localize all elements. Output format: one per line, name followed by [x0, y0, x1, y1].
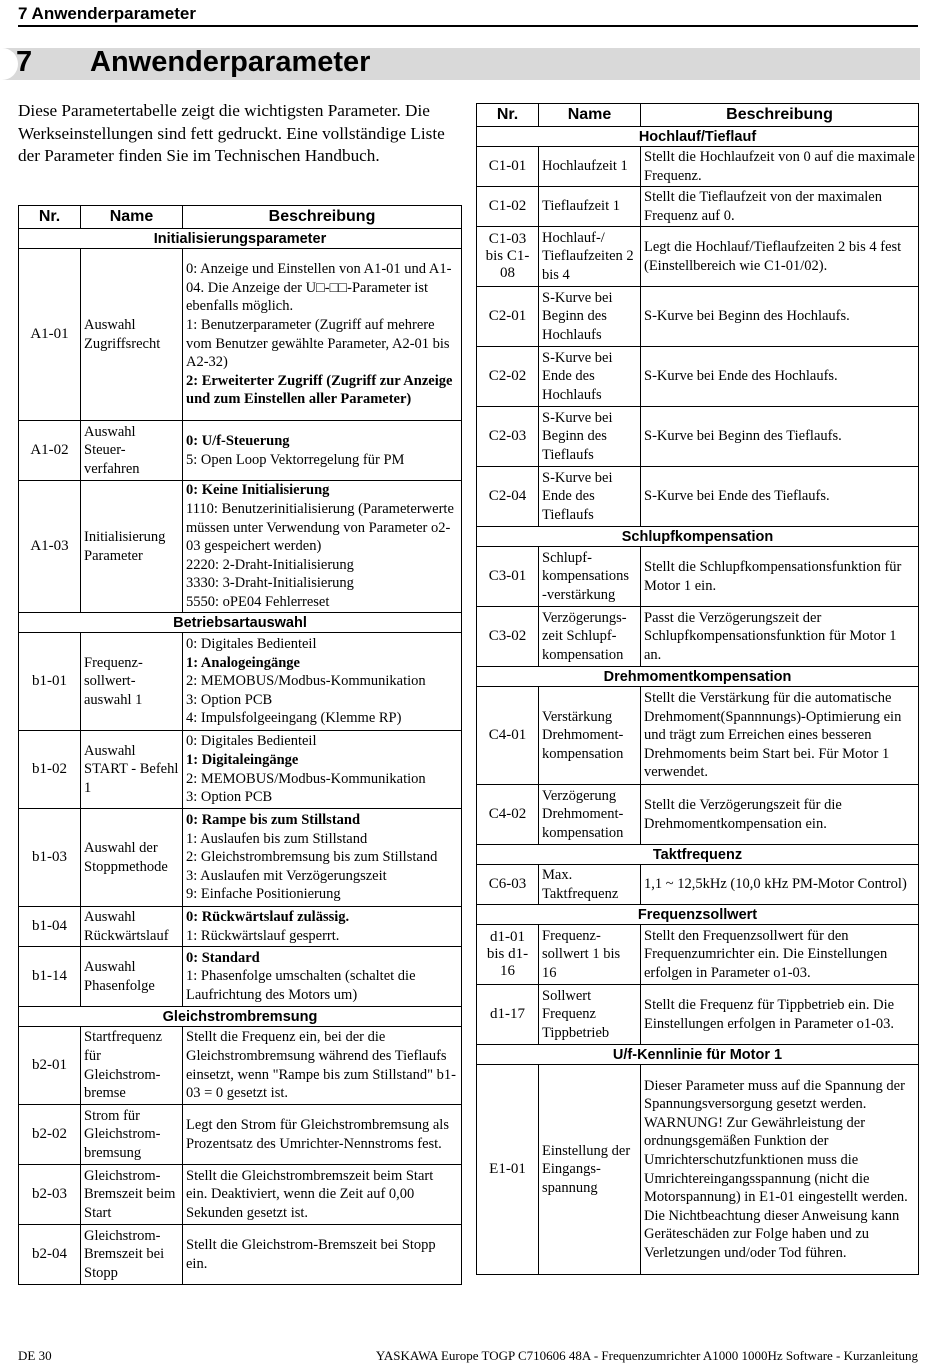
parameter-description: [641, 287, 919, 347]
section-row: [19, 613, 462, 633]
parameter-name: Hochlaufzeit 1: [539, 147, 641, 187]
table-row: [19, 1105, 462, 1165]
table-row: [477, 407, 919, 467]
table-body-right: [477, 127, 919, 1275]
parameter-description: [641, 547, 919, 607]
parameter-table-left: [18, 205, 462, 1285]
parameter-description: [641, 985, 919, 1045]
description-line: S-Kurve bei Beginn des Tieflaufs.: [644, 428, 842, 445]
description-line: Stellt die Hochlaufzeit von 0 auf die maximale Frequenz.: [644, 148, 915, 184]
header-rule: [18, 25, 918, 27]
parameter-number: A1-03: [19, 481, 81, 613]
parameter-number: b1-01: [19, 633, 81, 731]
column-header-name: Name: [539, 104, 641, 127]
parameter-number: A1-01: [19, 249, 81, 421]
section-title: Initialisierungsparameter: [19, 229, 462, 249]
parameter-number: C2-02: [477, 347, 539, 407]
description-line: 1: Digitaleingänge: [186, 751, 299, 768]
section-title: Taktfrequenz: [477, 845, 919, 865]
parameter-name: Auswahl Phasenfolge: [81, 947, 183, 1007]
parameter-number: b2-01: [19, 1027, 81, 1105]
description-line: Stellt die Frequenz für Tippbetrieb ein. Die Einstellungen erfolgen in Parameter o1-03.: [644, 996, 895, 1032]
parameter-name: S-Kurve bei Ende des Tieflaufs: [539, 467, 641, 527]
parameter-description: [183, 633, 462, 731]
description-line: 2220: 2-Draht-Initialisierung: [186, 556, 354, 573]
table-row: [477, 985, 919, 1045]
parameter-description: [641, 467, 919, 527]
parameter-number: d1-17: [477, 985, 539, 1045]
parameter-name: Tieflaufzeit 1: [539, 187, 641, 227]
parameter-description: [183, 481, 462, 613]
description-line: 3: Option PCB: [186, 789, 273, 806]
parameter-number: E1-01: [477, 1065, 539, 1275]
description-line: 1: Rückwärtslauf gesperrt.: [186, 927, 340, 944]
column-header-description: Beschreibung: [641, 104, 919, 127]
table-row: [19, 633, 462, 731]
parameter-description: [641, 407, 919, 467]
description-line: 2: Erweiterter Zugriff (Zugriff zur Anzeige und zum Einstellen aller Parameter): [186, 372, 453, 408]
description-line: 5: Open Loop Vektorregelung für PM: [186, 451, 405, 468]
table-row: [477, 1065, 919, 1275]
parameter-name: Startfrequenz für Gleichstrom-bremse: [81, 1027, 183, 1105]
column-header-nr: Nr.: [19, 206, 81, 229]
parameter-name: Auswahl START - Befehl 1: [81, 731, 183, 809]
table-row: [19, 1027, 462, 1105]
parameter-description: [641, 925, 919, 985]
description-line: Stellt die Gleichstrombremszeit beim Start ein. Deaktiviert, wenn die Zeit auf 0,00 Sekunden gesetzt ist.: [186, 1167, 434, 1221]
description-line: Legt den Strom für Gleichstrombremsung als Prozentsatz des Umrichter-Nennstroms fest.: [186, 1116, 449, 1152]
parameter-number: b1-02: [19, 731, 81, 809]
table-row: [19, 481, 462, 613]
description-line: Dieser Parameter muss auf die Spannung der Spannungsversorgung gesetzt werden. WARNUNG! Zur Gewährleistung der ordnungsgemäßen Funktion der Umrichterschutzfunktionen muss die Umrichtereingangsspannung (nicht die Motorspannung) in E1-01 eingestellt werden. Die Nichtbeachtung dieser Anweisung kann Geräteschäden zur Folge haben und zu Verletzungen und/oder Tod führen.: [644, 1077, 908, 1261]
description-line: Legt die Hochlauf/Tieflaufzeiten 2 bis 4 fest (Einstellbereich wie C1-01/02).: [644, 238, 902, 274]
table-row: [19, 907, 462, 947]
parameter-name: Max. Taktfrequenz: [539, 865, 641, 905]
parameter-name: S-Kurve bei Ende des Hochlaufs: [539, 347, 641, 407]
parameter-number: C4-02: [477, 785, 539, 845]
parameter-name: Verzögerung Drehmoment-kompensation: [539, 785, 641, 845]
description-line: 0: Standard: [186, 949, 260, 966]
section-row: [477, 845, 919, 865]
description-line: 0: Rampe bis zum Stillstand: [186, 812, 361, 829]
column-header-nr: Nr.: [477, 104, 539, 127]
description-line: 4: Impulsfolgeeingang (Klemme RP): [186, 710, 402, 727]
section-title: Schlupfkompensation: [477, 527, 919, 547]
table-row: [477, 925, 919, 985]
parameter-number: C2-03: [477, 407, 539, 467]
parameter-name: Verzögerungs-zeit Schlupf-kompensation: [539, 607, 641, 667]
description-line: Stellt die Tieflaufzeit von der maximalen Frequenz auf 0.: [644, 188, 882, 224]
parameter-description: [641, 687, 919, 785]
parameter-name: Auswahl Rückwärtslauf: [81, 907, 183, 947]
table-header-row: [19, 206, 462, 229]
description-line: Passt die Verzögerungszeit der Schlupfkompensationsfunktion für Motor 1 an.: [644, 609, 897, 663]
section-row: [477, 1045, 919, 1065]
table-row: [477, 687, 919, 785]
description-line: 0: Rückwärtslauf zulässig.: [186, 908, 350, 925]
description-line: 0: Digitales Bedienteil: [186, 636, 317, 653]
parameter-number: C4-01: [477, 687, 539, 785]
intro-paragraph: Diese Parametertabelle zeigt die wichtigsten Parameter. Die Werkseinstellungen sind fett gedruckt. Eine vollständige Liste der Parameter finden Sie im Technischen Handbuch.: [18, 101, 445, 165]
parameter-number: C3-01: [477, 547, 539, 607]
parameter-description: [183, 1105, 462, 1165]
parameter-description: [641, 187, 919, 227]
parameter-number: C2-01: [477, 287, 539, 347]
parameter-name: Strom für Gleichstrom-bremsung: [81, 1105, 183, 1165]
parameter-description: [641, 147, 919, 187]
parameter-description: [183, 1027, 462, 1105]
description-line: 0: Digitales Bedienteil: [186, 733, 317, 750]
description-line: Stellt die Verzögerungszeit für die Drehmomentkompensation ein.: [644, 796, 842, 832]
table-header-row: [477, 104, 919, 127]
document-reference: YASKAWA Europe TOGP C710606 48A - Frequenzumrichter A1000 1000Hz Software - Kurzanleitung: [375, 1348, 918, 1363]
table-row: [19, 421, 462, 481]
description-line: 2: Gleichstrombremsung bis zum Stillstand: [186, 849, 438, 866]
parameter-name: S-Kurve bei Beginn des Tieflaufs: [539, 407, 641, 467]
parameter-name: Sollwert Frequenz Tippbetrieb: [539, 985, 641, 1045]
description-line: 0: Keine Initialisierung: [186, 482, 330, 499]
table-row: [477, 227, 919, 287]
table-row: [19, 1225, 462, 1285]
parameter-description: [183, 947, 462, 1007]
parameter-number: C1-01: [477, 147, 539, 187]
parameter-description: [641, 785, 919, 845]
description-line: 1110: Benutzerinitialisierung (Parameterwerte müssen unter Verwendung von Parameter o2-03 gespeichert werden): [186, 501, 454, 555]
description-line: Stellt die Verstärkung für die automatische Drehmoment(Spannnungs)-Optimierung ein und trägt zum Erreichen eines besseren Drehmoments beim Start bei. Für Motor 1 verwendet.: [644, 690, 902, 781]
table-row: [477, 865, 919, 905]
parameter-description: [183, 907, 462, 947]
table-row: [477, 187, 919, 227]
parameter-number: b1-14: [19, 947, 81, 1007]
section-title: Frequenzsollwert: [477, 905, 919, 925]
section-title: Drehmomentkompensation: [477, 667, 919, 687]
parameter-name: Initialisierung Parameter: [81, 481, 183, 613]
parameter-name: Auswahl der Stoppmethode: [81, 809, 183, 907]
parameter-number: b1-03: [19, 809, 81, 907]
parameter-table-right: [476, 103, 919, 1275]
parameter-description: [641, 865, 919, 905]
parameter-number: d1-01 bis d1-16: [477, 925, 539, 985]
description-line: 5550: oPE04 Fehlerreset: [186, 593, 330, 610]
table-row: [19, 947, 462, 1007]
parameter-description: [641, 1065, 919, 1275]
parameter-number: A1-02: [19, 421, 81, 481]
table-row: [19, 249, 462, 421]
description-line: S-Kurve bei Ende des Hochlaufs.: [644, 368, 838, 385]
parameter-description: [183, 249, 462, 421]
parameter-number: C1-03 bis C1-08: [477, 227, 539, 287]
description-line: 1: Auslaufen bis zum Stillstand: [186, 830, 368, 847]
section-row: [477, 127, 919, 147]
description-line: Stellt die Schlupfkompensationsfunktion für Motor 1 ein.: [644, 558, 902, 594]
parameter-name: Gleichstrom-Bremszeit bei Stopp: [81, 1225, 183, 1285]
description-line: Stellt die Frequenz ein, bei der die Gleichstrombremsung während des Tieflaufs einsetzt, wenn "Rampe bis zum Stillstand" b1-03 = 0 gesetzt ist.: [186, 1029, 456, 1102]
parameter-number: C2-04: [477, 467, 539, 527]
parameter-name: Einstellung der Eingangs-spannung: [539, 1065, 641, 1275]
table-row: [477, 785, 919, 845]
table-row: [477, 467, 919, 527]
parameter-number: C6-03: [477, 865, 539, 905]
parameter-description: [183, 731, 462, 809]
description-line: Stellt den Frequenzsollwert für den Frequenzumrichter ein. Die Einstellungen erfolgen in Parameter o1-03.: [644, 927, 888, 981]
section-title: Betriebsartauswahl: [19, 613, 462, 633]
description-line: 3330: 3-Draht-Initialisierung: [186, 575, 354, 592]
description-line: 0: U/f-Steuerung: [186, 432, 290, 449]
section-row: [19, 229, 462, 249]
parameter-name: Verstärkung Drehmoment-kompensation: [539, 687, 641, 785]
section-row: [19, 1007, 462, 1027]
parameter-description: [183, 1225, 462, 1285]
description-line: 2: MEMOBUS/Modbus-Kommunikation: [186, 770, 426, 787]
parameter-name: Schlupf-kompensations -verstärkung: [539, 547, 641, 607]
section-row: [477, 527, 919, 547]
description-line: Stellt die Gleichstrom-Bremszeit bei Stopp ein.: [186, 1236, 436, 1272]
description-line: 1: Analogeingänge: [186, 654, 300, 671]
chapter-title: Anwenderparameter: [90, 46, 371, 78]
parameter-description: [183, 809, 462, 907]
table-row: [477, 147, 919, 187]
parameter-name: Gleichstrom-Bremszeit beim Start: [81, 1165, 183, 1225]
description-line: 9: Einfache Positionierung: [186, 886, 341, 903]
description-line: S-Kurve bei Beginn des Hochlaufs.: [644, 308, 850, 325]
description-line: S-Kurve bei Ende des Tieflaufs.: [644, 488, 830, 505]
parameter-name: Frequenz-sollwert 1 bis 16: [539, 925, 641, 985]
parameter-number: b2-04: [19, 1225, 81, 1285]
description-line: 2: MEMOBUS/Modbus-Kommunikation: [186, 673, 426, 690]
description-line: 1: Benutzerparameter (Zugriff auf mehrere vom Benutzer gewählte Parameter, A2-01 bis A2-32): [186, 316, 450, 371]
column-header-description: Beschreibung: [183, 206, 462, 229]
table-row: [19, 731, 462, 809]
parameter-number: b2-03: [19, 1165, 81, 1225]
parameter-description: [641, 347, 919, 407]
section-row: [477, 667, 919, 687]
table-body-left: [19, 229, 462, 1285]
parameter-name: S-Kurve bei Beginn des Hochlaufs: [539, 287, 641, 347]
description-line: 3: Option PCB: [186, 691, 273, 708]
parameter-number: b1-04: [19, 907, 81, 947]
parameter-description: [183, 1165, 462, 1225]
description-line: 0: Anzeige und Einstellen von A1-01 und A1-04. Die Anzeige der U□-□□-Parameter ist ebenfalls möglich.: [186, 261, 452, 315]
parameter-name: Auswahl Steuer-verfahren: [81, 421, 183, 481]
running-header: 7 Anwenderparameter: [18, 4, 196, 23]
section-title: U/f-Kennlinie für Motor 1: [477, 1045, 919, 1065]
page-number: DE 30: [18, 1348, 52, 1363]
column-header-name: Name: [81, 206, 183, 229]
parameter-name: Auswahl Zugriffsrecht: [81, 249, 183, 421]
description-line: 1: Phasenfolge umschalten (schaltet die Laufrichtung des Motors um): [186, 968, 416, 1003]
parameter-description: [641, 227, 919, 287]
description-line: 3: Auslaufen mit Verzögerungszeit: [186, 867, 387, 884]
table-row: [19, 1165, 462, 1225]
table-row: [477, 607, 919, 667]
section-title: Gleichstrombremsung: [19, 1007, 462, 1027]
parameter-name: Hochlauf-/ Tieflaufzeiten 2 bis 4: [539, 227, 641, 287]
table-row: [477, 547, 919, 607]
section-title: Hochlauf/Tieflauf: [477, 127, 919, 147]
description-line: 1,1 ~ 12,5kHz (10,0 kHz PM-Motor Control): [644, 876, 907, 893]
parameter-name: Frequenz-sollwert-auswahl 1: [81, 633, 183, 731]
chapter-number: 7: [16, 46, 33, 78]
parameter-description: [183, 421, 462, 481]
parameter-description: [641, 607, 919, 667]
table-row: [477, 287, 919, 347]
parameter-number: C1-02: [477, 187, 539, 227]
parameter-number: b2-02: [19, 1105, 81, 1165]
table-row: [19, 809, 462, 907]
parameter-number: C3-02: [477, 607, 539, 667]
table-row: [477, 347, 919, 407]
section-row: [477, 905, 919, 925]
